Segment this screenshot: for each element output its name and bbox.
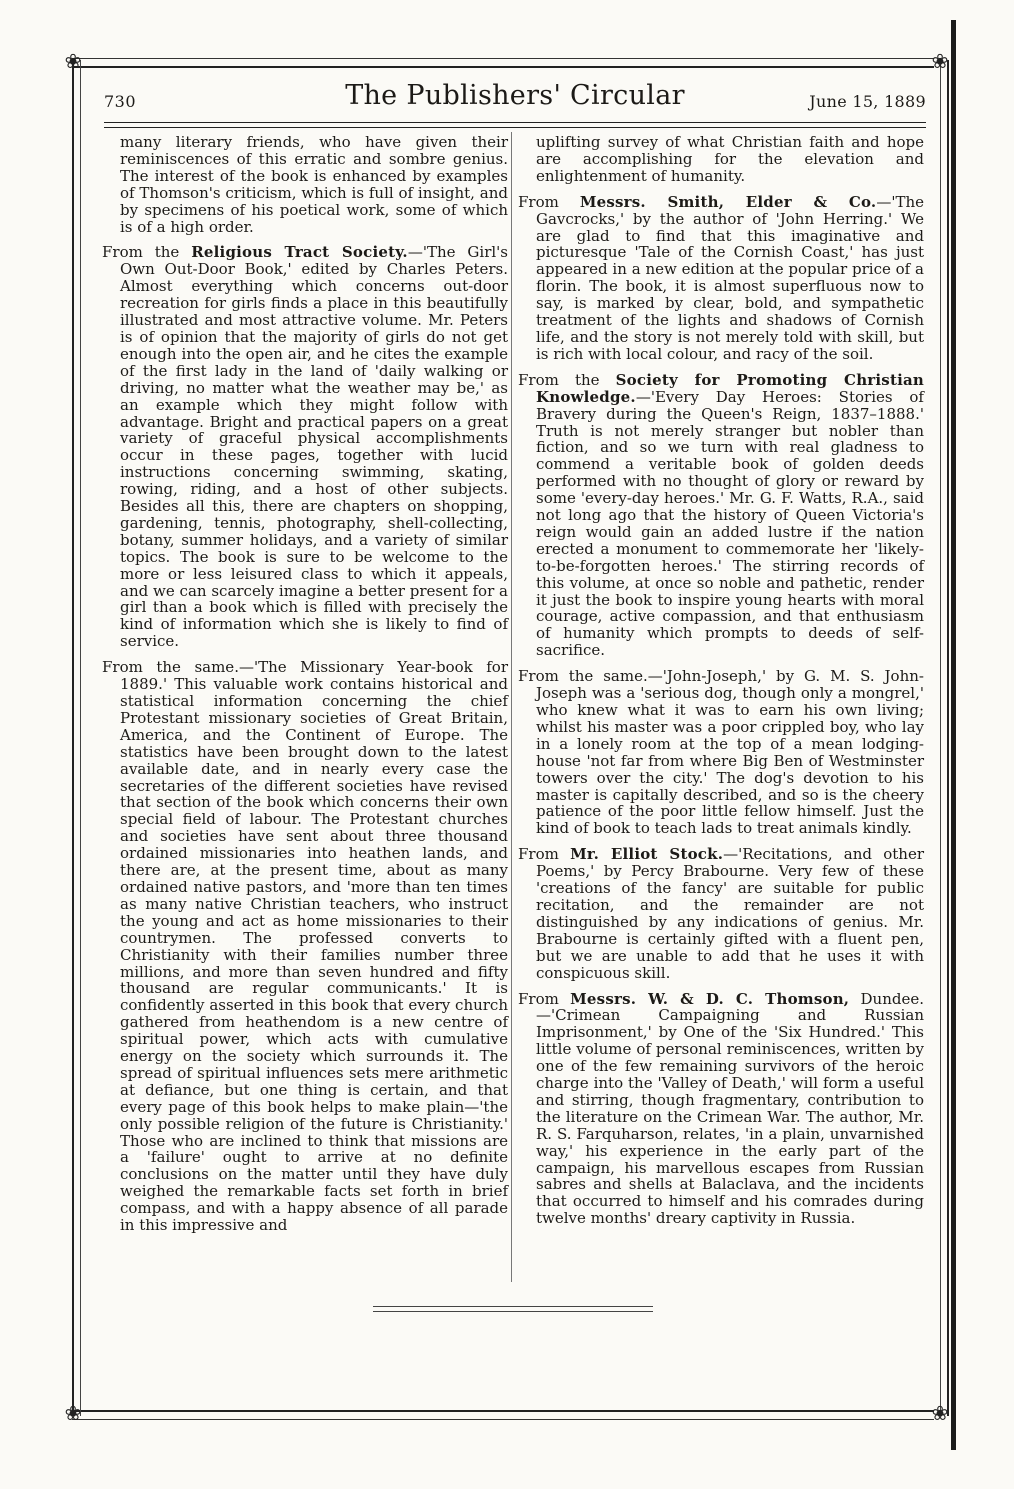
review-entry <box>102 244 508 650</box>
publisher-name: Society for Promoting Christian Knowledge. <box>536 370 925 406</box>
entry-text: —'John-Joseph,' by G. M. S. John-Joseph was a 'serious dog, though only a mongrel,' who knew what it was to earn his own living; whilst his master was a poor crippled boy, who lay in a lonely room at the top of a mean lodging-house 'not far from where Big Ben of Westminster towers over the city.' The dog's devotion to his master is capitally described, and so is the cheery patience of the poor little fellow himself. Just the kind of book to teach lads to treat animals kindly. <box>536 667 924 838</box>
entry-text: —'The Missionary Year-book for 1889.' This valuable work contains historical and statistical information concerning the chief Protestant missionary societies of Great Britain, America, and the Continent of Europe. The statistics have been brought down to the latest available date, and in nearly every case the secretaries of the different societies have revised that section of the book which concerns their own special field of labour. The Protestant churches and societies have sent about three thousand ordained missionaries into heathen lands, and there are, at the present time, about as many ordained native pastors, and 'more than ten times as many native Christian teachers, who instruct the young and act as home missionaries to their countrymen. The professed converts to Christianity with their families number three millions, and more than seven hundred and fifty thousand are regular communicants.' It is confidently asserted in this book that every church gathered from heathendom is a new centre of spiritual power, which acts with cumulative energy on the society which surrounds it. The spread of spiritual influences sets mere arithmetic at defiance, but one thing is certain, and that every page of this book helps to make plain—'the only possible religion of the future is Christianity.' Those who are inclined to think that missions are a 'failure' ought to arrive at no definite conclusions on the matter until they have duly weighed the remarkable facts set forth in brief compass, and with a happy absence of all parade in this impressive and <box>120 658 508 1235</box>
continued-paragraph: many literary friends, who have given their reminiscences of this erratic and sombre genius. The interest of the book is enhanced by examples of Thomson's criticism, which is full of insight, and by specimens of his poetical work, some of which is of a high order. <box>120 133 508 236</box>
entry-prefix: From the <box>518 370 616 389</box>
entry-prefix: From the same. <box>102 658 239 677</box>
running-header <box>104 80 926 120</box>
frame-left-rule <box>72 60 81 1416</box>
binding-spine <box>951 20 956 1450</box>
entry-prefix: From <box>518 845 571 864</box>
entry-prefix: From <box>518 192 580 211</box>
page-title: The Publishers' Circular <box>345 80 685 111</box>
header-rule <box>104 122 926 128</box>
review-entry <box>518 846 924 981</box>
page-number: 730 <box>104 92 137 111</box>
left-column <box>102 134 508 1243</box>
entry-text: —'The Girl's Own Out-Door Book,' edited by Charles Peters. Almost everything which concerns out-door recreation for girls finds a place in this beautifully illustrated and most attractive volume. Mr. Peters is of opinion that the majority of girls do not get enough into the open air, and he cites the example of the first lady in the land of 'daily walking or driving, no matter what the weather may be,' as an example which they might follow with advantage. Bright and practical papers on a great variety of graceful physical accomplishments occur in these pages, together with lucid instructions concerning swimming, skating, rowing, riding, and a host of other subjects. Besides all this, there are chapters on shopping, gardening, tennis, photography, shell-collecting, botany, summer holidays, and a variety of similar topics. The book is sure to be welcome to the more or less leisured class to which it appeals, and we can scarcely imagine a better present for a girl than a book which is filled with precisely the kind of information which she is likely to find of service. <box>120 243 508 651</box>
entry-prefix: From the same. <box>518 667 648 686</box>
review-entry <box>518 372 924 659</box>
entry-text: —'The Gavcrocks,' by the author of 'John Herring.' We are glad to find that this imaginative and picturesque 'Tale of the Cornish Coast,' has just appeared in a new edition at the popular price of a florin. The book, it is almost superfluous now to say, is marked by clear, bold, and sympathetic treatment of the lights and shadows of Cornish life, and the story is not merely told with skill, but is rich with local colour, and racy of the soil. <box>536 192 924 363</box>
entry-prefix: From <box>518 989 571 1008</box>
publisher-name: Mr. Elliot Stock. <box>570 845 724 864</box>
entry-text: —'Recitations, and other Poems,' by Percy Brabourne. Very few of these 'creations of the fancy' are suitable for public recitation, and the remainder are not distinguished by any indications of genius. Mr. Brabourne is certainly gifted with a fluent pen, but we are unable to add that he uses it with conspicuous skill. <box>536 845 924 982</box>
corner-ornament-icon: ❀ <box>931 49 949 73</box>
publisher-name: Religious Tract Society. <box>191 243 408 262</box>
frame-top-rule <box>72 58 934 68</box>
publisher-name: Messrs. Smith, Elder & Co. <box>579 192 877 211</box>
entry-text: —'Every Day Heroes: Stories of Bravery during the Queen's Reign, 1837–1888.' Truth is not merely stranger but nobler than fiction, and so we turn with real gladness to commend a veritable book of golden deeds performed with no thought of glory or reward by some 'every-day heroes.' Mr. G. F. Watts, R.A., said not long ago that the history of Queen Victoria's reign would gain an added lustre if the nation erected a monument to commemorate her 'likely-to-be-forgotten heroes.' The stirring records of this volume, at once so noble and pathetic, render it just the book to inspire young hearts with moral courage, active compassion, and that enthusiasm of humanity which prompts to deeds of self-sacrifice. <box>536 387 924 660</box>
right-column <box>518 134 924 1236</box>
review-entry <box>518 991 924 1228</box>
publisher-name: Messrs. W. & D. C. Thomson, <box>570 989 850 1008</box>
corner-ornament-icon: ❀ <box>64 1401 82 1425</box>
frame-right-rule <box>940 60 949 1416</box>
corner-ornament-icon: ❀ <box>64 49 82 73</box>
column-divider <box>511 132 512 1282</box>
frame-bottom-rule <box>72 1410 934 1420</box>
corner-ornament-icon: ❀ <box>931 1401 949 1425</box>
end-rule <box>373 1311 653 1312</box>
issue-date: June 15, 1889 <box>809 92 926 111</box>
review-entry <box>518 668 924 837</box>
review-entry <box>518 194 924 363</box>
end-rule <box>373 1306 653 1307</box>
entry-text: Dundee.—'Crimean Campaigning and Russian Imprisonment,' by One of the 'Six Hundred.' This little volume of personal reminiscences, written by one of the few remaining survivors of the heroic charge into the 'Valley of Death,' will form a useful and stirring, though fragmentary, contribution to the literature on the Crimean War. The author, Mr. R. S. Farquharson, relates, 'in a plain, unvarnished way,' his experience in the early part of the campaign, his marvellous escapes from Russian sabres and shells at Balaclava, and the incidents that occurred to himself and his comrades during twelve months' dreary captivity in Russia. <box>536 989 924 1228</box>
continued-paragraph: uplifting survey of what Christian faith and hope are accomplishing for the elevation and enlightenment of humanity. <box>536 133 924 185</box>
entry-prefix: From the <box>102 243 192 262</box>
review-entry <box>102 659 508 1234</box>
